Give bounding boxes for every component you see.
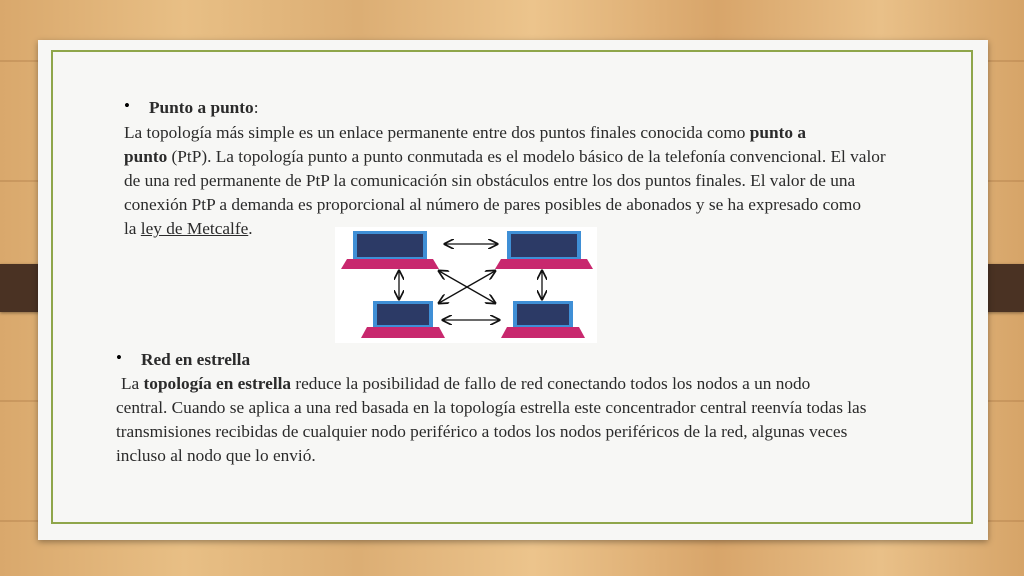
laptop-icon xyxy=(341,231,439,269)
paragraph-line xyxy=(124,121,886,145)
bold-term: topología en estrella xyxy=(143,374,292,393)
paragraph-line xyxy=(124,145,886,169)
text-run: . xyxy=(248,219,253,238)
text-run: La topología más simple es un enlace permanente entre dos puntos finales conocida como xyxy=(124,123,750,142)
section-title-red-en-estrella: Red en estrella xyxy=(141,350,251,369)
section1-paragraph xyxy=(124,121,886,241)
bold-term: punto xyxy=(124,147,168,166)
paragraph-line: conexión PtP a demanda es proporcional al número de pares posibles de abonados y se ha expresado como xyxy=(124,195,861,214)
title-colon: : xyxy=(253,98,259,117)
bullet-icon: • xyxy=(116,348,122,367)
paragraph-line: incluso al nodo que lo envió. xyxy=(116,446,316,465)
paragraph-line: central. Cuando se aplica a una red basada en la topología estrella este concentrador central reenvía todas las xyxy=(116,398,867,417)
paragraph-line: transmisiones recibidas de cualquier nodo periférico a todos los nodos periféricos de la red, algunas veces xyxy=(116,422,848,441)
section2-paragraph xyxy=(116,372,866,468)
diagram-svg xyxy=(335,227,597,343)
laptop-icon xyxy=(495,231,593,269)
section-title-punto-a-punto xyxy=(149,96,259,120)
laptop-icon xyxy=(501,301,585,338)
bullet-icon: • xyxy=(124,96,130,115)
bold-term: punto a xyxy=(749,123,806,142)
title-text: Punto a punto xyxy=(149,98,254,117)
laptop-icon xyxy=(361,301,445,338)
text-run: reduce la posibilidad de fallo de red conectando todos los nodos a un nodo xyxy=(291,374,811,393)
telefonia-link[interactable]: telefonía xyxy=(664,147,726,166)
point-to-point-diagram xyxy=(335,227,597,343)
text-run: convencional. El valor xyxy=(725,147,886,166)
ley-de-metcalfe-link[interactable]: ley de Metcalfe xyxy=(140,219,249,238)
paragraph-line xyxy=(116,372,866,396)
text-run: (PtP). La topología punto a punto conmutada es el modelo básico de la xyxy=(167,147,665,166)
text-run: La xyxy=(121,374,144,393)
paragraph-line: de una red permanente de PtP la comunicación sin obstáculos entre los dos puntos finales. El valor de una xyxy=(124,171,856,190)
text-run: la xyxy=(124,219,141,238)
